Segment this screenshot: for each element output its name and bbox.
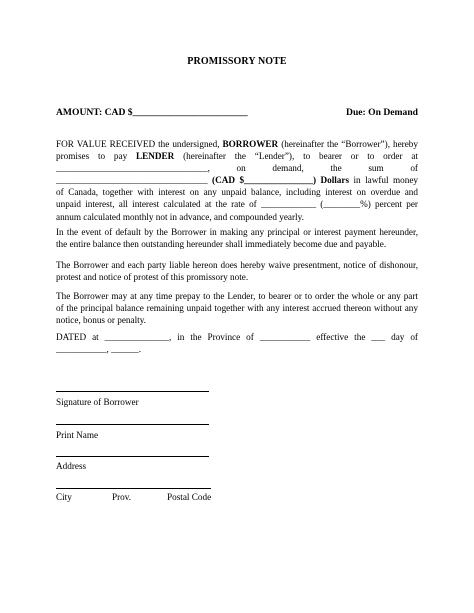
paragraph-line: DATED at ______________, in the Province of ___________ effective the ___ day of xyxy=(56,332,418,342)
address-field[interactable] xyxy=(56,456,209,457)
paragraph-line: _________________________________, on demand, the sum of xyxy=(56,163,418,174)
paragraph-line: notice, bonus or penalty. xyxy=(56,315,146,326)
prov-label: Prov. xyxy=(112,492,132,502)
document-title: PROMISSORY NOTE xyxy=(187,56,287,67)
amount-label: AMOUNT: CAD $________________________ xyxy=(56,107,248,118)
paragraph-line: In the event of default by the Borrower in making any principal or interest payment hereunder, xyxy=(56,227,418,237)
paragraph-line: of the principal balance remaining unpaid together with any interest accrued thereon without any xyxy=(56,303,418,314)
paragraph-line: the entire balance then outstanding hereunder shall immediately become due and payable. xyxy=(56,239,387,250)
borrower-label: BORROWER xyxy=(222,139,279,149)
paragraph-default xyxy=(56,226,418,250)
due-label: Due: On Demand xyxy=(346,107,418,118)
paragraph-dated xyxy=(56,331,418,355)
signature-label: Signature of Borrower xyxy=(56,397,139,407)
paragraph-line: _________________________________ (CAD $_______________) Dollars in lawful money xyxy=(56,175,419,186)
city-prov-postal-field[interactable] xyxy=(56,488,211,489)
postal-code-label: Postal Code xyxy=(167,492,212,502)
paragraph-line: promises to pay LENDER (hereinafter the “Lender”), to bearer or to order at xyxy=(56,151,418,162)
paragraph-line: The Borrower and each party liable hereon does hereby waive presentment, notice of dishonour, xyxy=(56,260,418,270)
paragraph-line: ___________, ______. xyxy=(56,344,141,355)
paragraph-line: FOR VALUE RECEIVED the undersigned, BORROWER (hereinafter the “Borrower”), hereby xyxy=(56,139,418,149)
paragraph-line: of Canada, together with interest on any unpaid balance, including interest on overdue and xyxy=(56,187,418,198)
paragraph-waiver xyxy=(56,259,418,283)
paragraph-line: unpaid interest, all interest calculated at the rate of ____________ (________%) percent per xyxy=(56,199,418,210)
paragraph-line: annum calculated monthly not in advance, and compounded yearly. xyxy=(56,211,304,222)
paragraph-value-received xyxy=(56,138,418,223)
amount-row xyxy=(56,107,418,119)
lender-label: LENDER xyxy=(136,151,175,162)
paragraph-prepayment xyxy=(56,290,418,326)
address-label: Address xyxy=(56,461,87,471)
city-label: City xyxy=(56,492,72,502)
print-name-label: Print Name xyxy=(56,430,99,440)
print-name-field[interactable] xyxy=(56,424,209,425)
paragraph-line: The Borrower may at any time prepay to the Lender, to bearer or to order the whole or any part xyxy=(56,291,418,301)
cad-dollars-label: (CAD $_______________) Dollars xyxy=(212,175,350,186)
signature-field[interactable] xyxy=(56,391,209,392)
paragraph-line: protest and notice of protest of this promissory note. xyxy=(56,272,249,283)
